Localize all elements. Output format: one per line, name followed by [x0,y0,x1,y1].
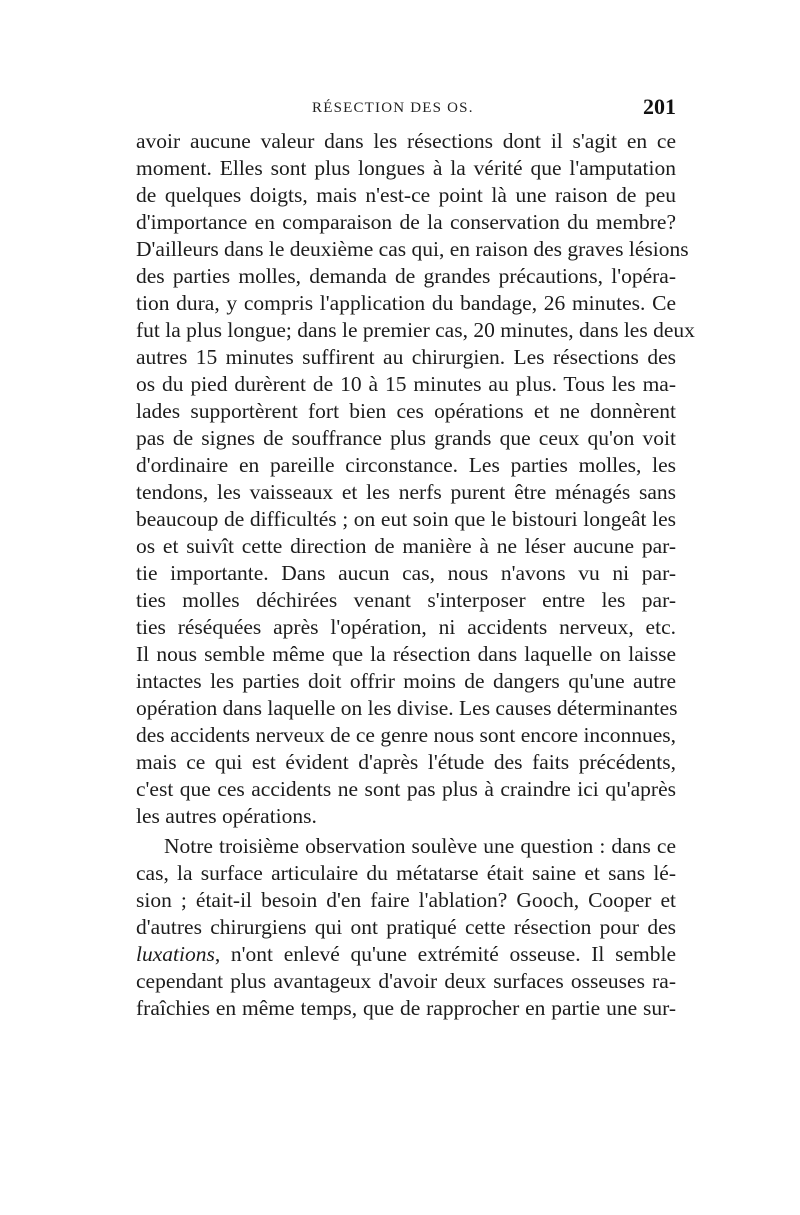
text-line: opération dans laquelle on les divise. Les causes déterminantes [136,696,678,720]
text-line: Notre troisième observation soulève une question : dans ce [164,834,676,858]
text-line: d'autres chirurgiens qui ont pratiqué cette résection pour des [136,915,676,939]
text-line: d'importance en comparaison de la conservation du membre? [136,210,676,234]
text-line: sion ; était-il besoin d'en faire l'ablation? Gooch, Cooper et [136,888,676,912]
paragraph-1 [136,128,695,830]
text-line: luxations, n'ont enlevé qu'une extrémité osseuse. Il semble [136,942,676,966]
text-line: os et suivît cette direction de manière à ne léser aucune par- [136,534,676,558]
text-line: c'est que ces accidents ne sont pas plus à craindre ici qu'après [136,777,676,801]
running-head [136,96,676,122]
running-title: RÉSECTION DES OS. [312,100,474,116]
body-text [136,128,695,1022]
text-line: lades supportèrent fort bien ces opérations et ne donnèrent [136,399,676,423]
text-line: cas, la surface articulaire du métatarse était saine et sans lé- [136,861,676,885]
text-line: des parties molles, demanda de grandes précautions, l'opéra- [136,264,676,288]
text-line: moment. Elles sont plus longues à la vérité que l'amputation [136,156,676,180]
text-line: Il nous semble même que la résection dans laquelle on laisse [136,642,676,666]
text-line: des accidents nerveux de ce genre nous sont encore inconnues, [136,723,676,747]
text-line: autres 15 minutes suffirent au chirurgien. Les résections des [136,345,676,369]
text-line: intactes les parties doit offrir moins de dangers qu'une autre [136,669,676,693]
text-line: pas de signes de souffrance plus grands que ceux qu'on voit [136,426,676,450]
text-line: tie importante. Dans aucun cas, nous n'avons vu ni par- [136,561,676,585]
text-line: ties molles déchirées venant s'interposer entre les par- [136,588,676,612]
text-line: avoir aucune valeur dans les résections dont il s'agit en ce [136,129,676,153]
text-line: tion dura, y compris l'application du bandage, 26 minutes. Ce [136,291,676,315]
text-line: mais ce qui est évident d'après l'étude des faits précédents, [136,750,676,774]
text-line: fut la plus longue; dans le premier cas, 20 minutes, dans les deux [136,318,695,342]
text-line: de quelques doigts, mais n'est-ce point là une raison de peu [136,183,676,207]
text-line: d'ordinaire en pareille circonstance. Les parties molles, les [136,453,676,477]
text-line: os du pied durèrent de 10 à 15 minutes au plus. Tous les ma- [136,372,676,396]
page-number: 201 [643,94,676,119]
text-line: beaucoup de difficultés ; on eut soin que le bistouri longeât les [136,507,676,531]
text-line: D'ailleurs dans le deuxième cas qui, en raison des graves lésions [136,237,689,261]
text-line: ties réséquées après l'opération, ni accidents nerveux, etc. [136,615,676,639]
text-line: fraîchies en même temps, que de rapprocher en partie une sur- [136,996,676,1020]
text-line: les autres opérations. [136,804,317,828]
text-line: cependant plus avantageux d'avoir deux surfaces osseuses ra- [136,969,676,993]
text-line: tendons, les vaisseaux et les nerfs purent être ménagés sans [136,480,676,504]
paragraph-2 [136,833,676,1022]
